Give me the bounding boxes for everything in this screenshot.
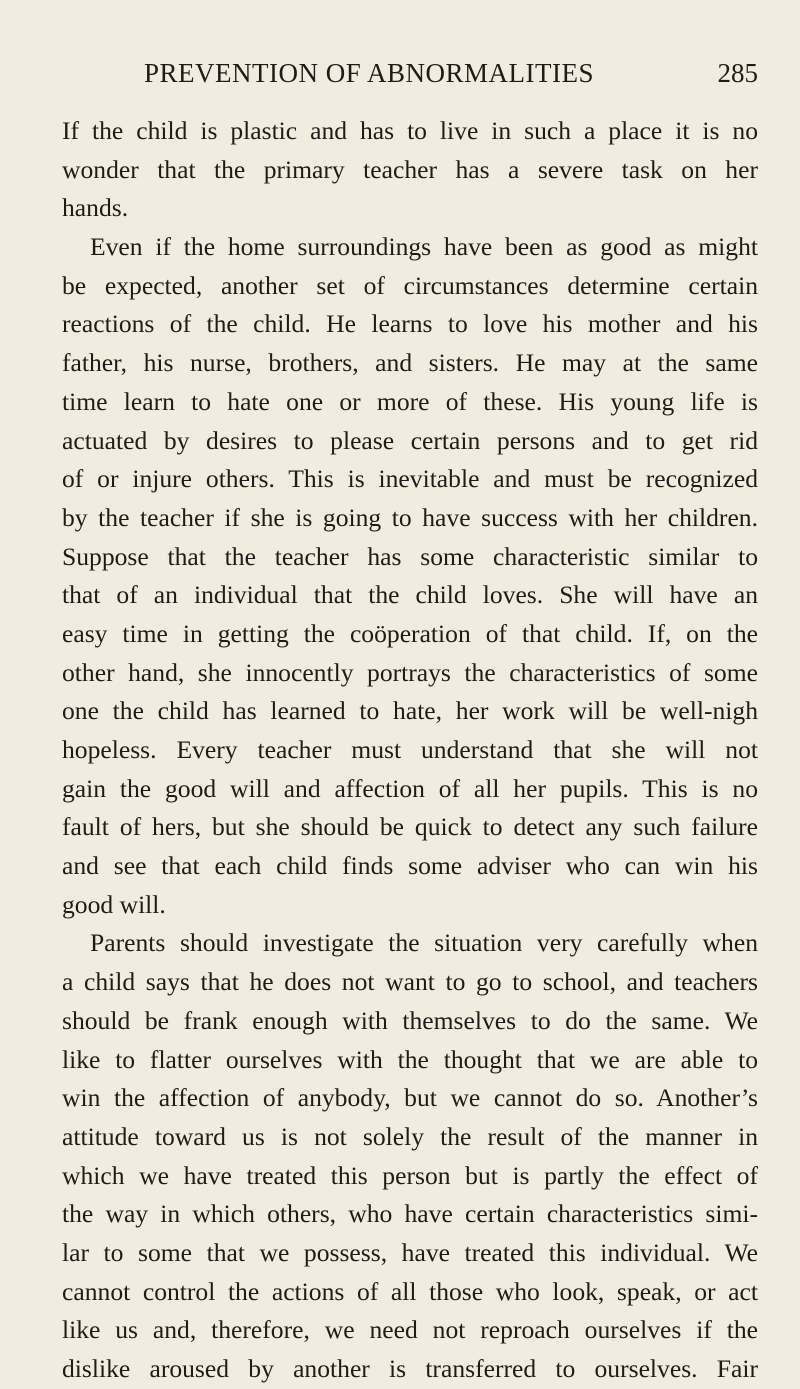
text-line: and see that each child finds some adviser who can win his	[62, 851, 758, 881]
text-line: other hand, she innocently portrays the characteristics of some	[62, 657, 758, 687]
text-line: father, his nurse, brothers, and sisters. He may at the same	[62, 348, 758, 378]
text-line: easy time in getting the coöperation of that child. If, on the	[62, 618, 758, 648]
text-line: If the child is plastic and has to live in such a place it is no	[62, 116, 758, 145]
text-line: be expected, another set of circumstances determine certain	[62, 270, 758, 300]
text-line: reactions of the child. He learns to love his mother and his	[62, 309, 758, 339]
text-line: win the affection of anybody, but we cannot do so. Another’s	[62, 1083, 758, 1113]
text-line: that of an individual that the child loves. She will have an	[62, 580, 758, 610]
page-number: 285	[717, 58, 758, 88]
text-line: wonder that the primary teacher has a severe task on her	[62, 154, 758, 184]
text-line: hands.	[62, 193, 129, 223]
text-line: time learn to hate one or more of these. His young life is	[62, 386, 758, 416]
running-head	[62, 58, 758, 98]
text-line: Parents should investigate the situation very carefully when	[90, 928, 758, 958]
text-line: fault of hers, but she should be quick to detect any such failure	[62, 812, 758, 842]
text-line: should be frank enough with themselves to do the same. We	[62, 1005, 758, 1035]
text-line: one the child has learned to hate, her work will be well-nigh	[62, 696, 758, 726]
running-title: PREVENTION OF ABNORMALITIES	[144, 58, 595, 88]
text-line: Even if the home surroundings have been as good as might	[90, 232, 758, 262]
text-line: which we have treated this person but is partly the effect of	[62, 1160, 758, 1190]
text-line: like us and, therefore, we need not reproach ourselves if the	[62, 1315, 758, 1345]
text-line: gain the good will and affection of all her pupils. This is no	[62, 773, 758, 803]
body-text	[62, 112, 758, 1389]
text-line: Suppose that the teacher has some characteristic similar to	[62, 541, 758, 571]
text-line: good will.	[62, 889, 166, 919]
text-line: attitude toward us is not solely the result of the manner in	[62, 1121, 758, 1151]
text-line: cannot control the actions of all those who look, speak, or act	[62, 1276, 758, 1306]
text-line: of or injure others. This is inevitable and must be recognized	[62, 464, 758, 494]
text-line: hopeless. Every teacher must understand that she will not	[62, 735, 758, 764]
text-line: a child says that he does not want to go to school, and teachers	[62, 967, 758, 997]
text-line: lar to some that we possess, have treated this individual. We	[62, 1237, 758, 1267]
text-line: actuated by desires to please certain persons and to get rid	[62, 425, 758, 455]
text-line: dislike aroused by another is transferred to ourselves. Fair	[62, 1354, 758, 1383]
text-line: the way in which others, who have certain characteristics simi-	[62, 1199, 758, 1229]
text-line: by the teacher if she is going to have success with her children.	[62, 502, 758, 532]
text-line: like to flatter ourselves with the thought that we are able to	[62, 1044, 758, 1074]
